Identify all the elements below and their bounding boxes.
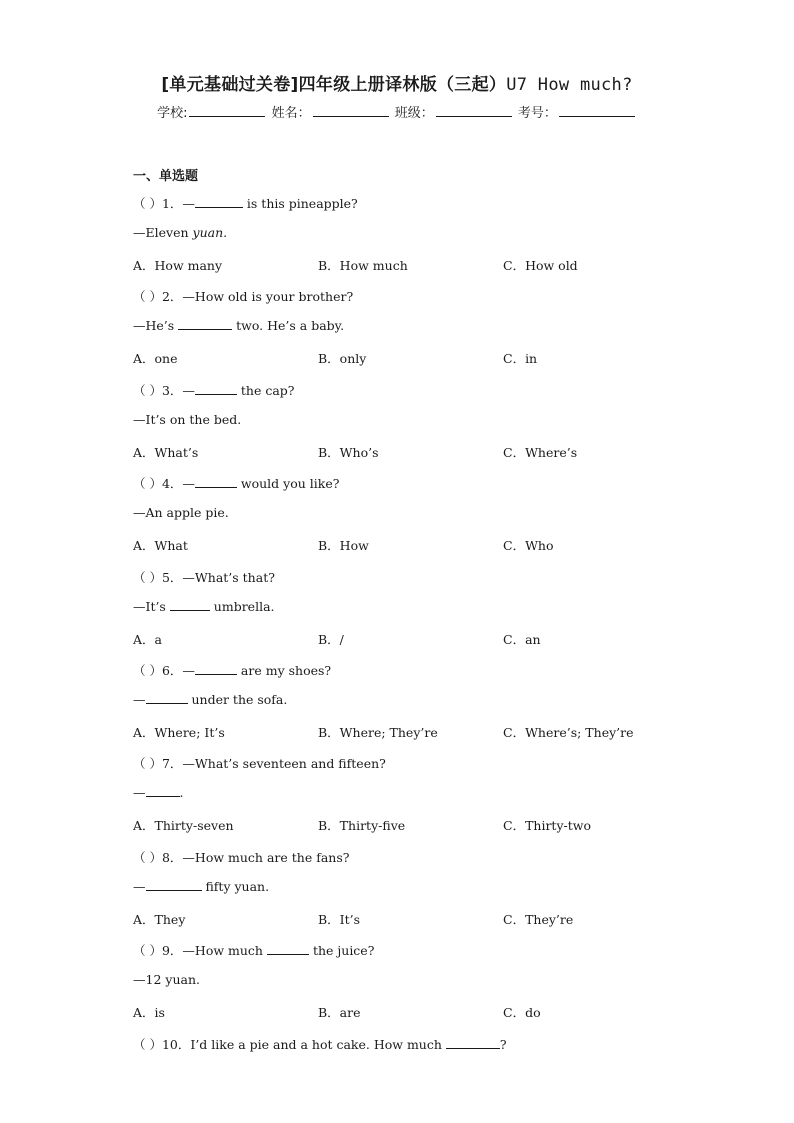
stem-text: （ ）5．—What’s that?: [133, 569, 275, 585]
stem-text: （ ）7．—What’s seventeen and fifteen?: [133, 756, 386, 772]
stem-text: （ ）1．—: [133, 196, 195, 211]
question-reply: [133, 599, 275, 614]
option-c[interactable]: C．Where’s; They’re: [503, 725, 634, 740]
title-cn: [单元基础过关卷]四年级上册译林版（三起）: [161, 75, 507, 95]
reply-text: —He’s: [133, 318, 179, 334]
question-stem: [133, 848, 349, 866]
option-c[interactable]: C．in: [503, 351, 538, 367]
reply-text: .: [179, 785, 184, 801]
reply-text: umbrella.: [209, 598, 275, 614]
reply-text: .: [223, 225, 228, 240]
reply-emphasis: yuan: [192, 225, 224, 240]
stem-text: （ ）3．—: [133, 382, 195, 398]
answer-blank[interactable]: [195, 383, 237, 395]
option-b[interactable]: B．How: [318, 538, 369, 554]
question-reply: [133, 318, 344, 333]
reply-text: —12 yuan.: [133, 972, 200, 988]
reply-text: —: [133, 878, 146, 894]
option-a[interactable]: A．How many: [133, 258, 223, 273]
reply-text: —: [133, 692, 146, 707]
exam-number-blank[interactable]: [559, 104, 635, 117]
reply-text: fifty yuan.: [201, 878, 270, 894]
question-stem: [133, 381, 295, 399]
stem-text: （ ）4．—: [133, 476, 195, 492]
answer-blank[interactable]: [446, 1037, 500, 1049]
reply-text: —An apple pie.: [133, 505, 229, 521]
school-blank[interactable]: [189, 104, 265, 117]
name-label: 姓名：: [271, 106, 311, 121]
question-reply: [133, 505, 229, 520]
question-reply: [133, 879, 269, 894]
option-a[interactable]: A．a: [133, 631, 162, 647]
stem-text: is this pineapple?: [242, 196, 358, 211]
option-b[interactable]: B．Who’s: [318, 444, 379, 460]
stem-text: （ ）8．—How much are the fans?: [133, 849, 350, 865]
question-stem: [133, 754, 386, 772]
stem-text: ?: [499, 1036, 507, 1052]
option-c[interactable]: C．do: [503, 1005, 541, 1021]
stem-text: are my shoes?: [236, 663, 332, 678]
option-b[interactable]: B．How much: [318, 258, 408, 273]
answer-blank[interactable]: [146, 785, 180, 797]
question-reply: [133, 692, 287, 707]
answer-blank[interactable]: [146, 692, 188, 704]
question-stem: [133, 1035, 507, 1053]
question-stem: [133, 287, 353, 305]
student-info-row: [0, 102, 794, 121]
school-label: 学校:: [157, 106, 188, 121]
reply-text: under the sofa.: [187, 692, 288, 707]
reply-text: —It’s on the bed.: [133, 411, 242, 427]
section-title: 一、单选题: [133, 169, 199, 184]
question-stem: [133, 941, 374, 959]
answer-blank[interactable]: [170, 599, 210, 611]
option-b[interactable]: B．It’s: [318, 911, 361, 927]
option-b[interactable]: B．Thirty-five: [318, 818, 406, 834]
option-a[interactable]: A．They: [133, 911, 186, 927]
option-a[interactable]: A．is: [133, 1005, 165, 1021]
question-reply: [133, 412, 241, 427]
stem-text: the cap?: [236, 382, 295, 398]
reply-text: —: [133, 785, 146, 801]
stem-text: the juice?: [308, 943, 375, 959]
option-b[interactable]: B．Where; They’re: [318, 725, 438, 740]
name-blank[interactable]: [313, 104, 389, 117]
class-blank[interactable]: [436, 104, 512, 117]
option-a[interactable]: A．Where; It’s: [133, 725, 225, 740]
option-a[interactable]: A．Thirty-seven: [133, 818, 234, 834]
stem-text: would you like?: [236, 476, 340, 492]
answer-blank[interactable]: [195, 476, 237, 488]
class-label: 班级：: [394, 106, 434, 121]
answer-blank[interactable]: [267, 943, 309, 955]
question-stem: [133, 661, 331, 679]
option-c[interactable]: C．an: [503, 631, 541, 647]
option-a[interactable]: A．one: [133, 351, 178, 367]
exam-number-label: 考号：: [517, 106, 557, 121]
answer-blank[interactable]: [146, 879, 202, 891]
question-stem: [133, 194, 358, 212]
reply-text: —It’s: [133, 598, 170, 614]
question-reply: [133, 785, 183, 800]
option-b[interactable]: B．/: [318, 631, 344, 647]
option-c[interactable]: C．Where’s: [503, 444, 578, 460]
answer-blank[interactable]: [195, 663, 237, 675]
answer-blank[interactable]: [178, 318, 232, 330]
question-stem: [133, 474, 339, 492]
option-a[interactable]: A．What’s: [133, 444, 199, 460]
option-c[interactable]: C．They’re: [503, 911, 574, 927]
option-c[interactable]: C．How old: [503, 258, 578, 273]
option-a[interactable]: A．What: [133, 538, 188, 554]
option-c[interactable]: C．Who: [503, 538, 554, 554]
stem-text: （ ）10．I’d like a pie and a hot cake. How much: [133, 1036, 446, 1052]
stem-text: （ ）9．—How much: [133, 943, 267, 959]
title-latin: U7 How much?: [506, 75, 633, 95]
page-title: [0, 70, 794, 95]
stem-text: （ ）6．—: [133, 663, 195, 678]
option-b[interactable]: B．only: [318, 351, 367, 367]
option-c[interactable]: C．Thirty-two: [503, 818, 591, 834]
stem-text: （ ）2．—How old is your brother?: [133, 289, 354, 305]
reply-text: —Eleven: [133, 225, 193, 240]
question-reply: [133, 972, 200, 987]
answer-blank[interactable]: [195, 196, 243, 208]
reply-text: two. He’s a baby.: [232, 318, 345, 334]
question-reply: [133, 225, 227, 240]
question-stem: [133, 568, 275, 586]
option-b[interactable]: B．are: [318, 1005, 361, 1021]
